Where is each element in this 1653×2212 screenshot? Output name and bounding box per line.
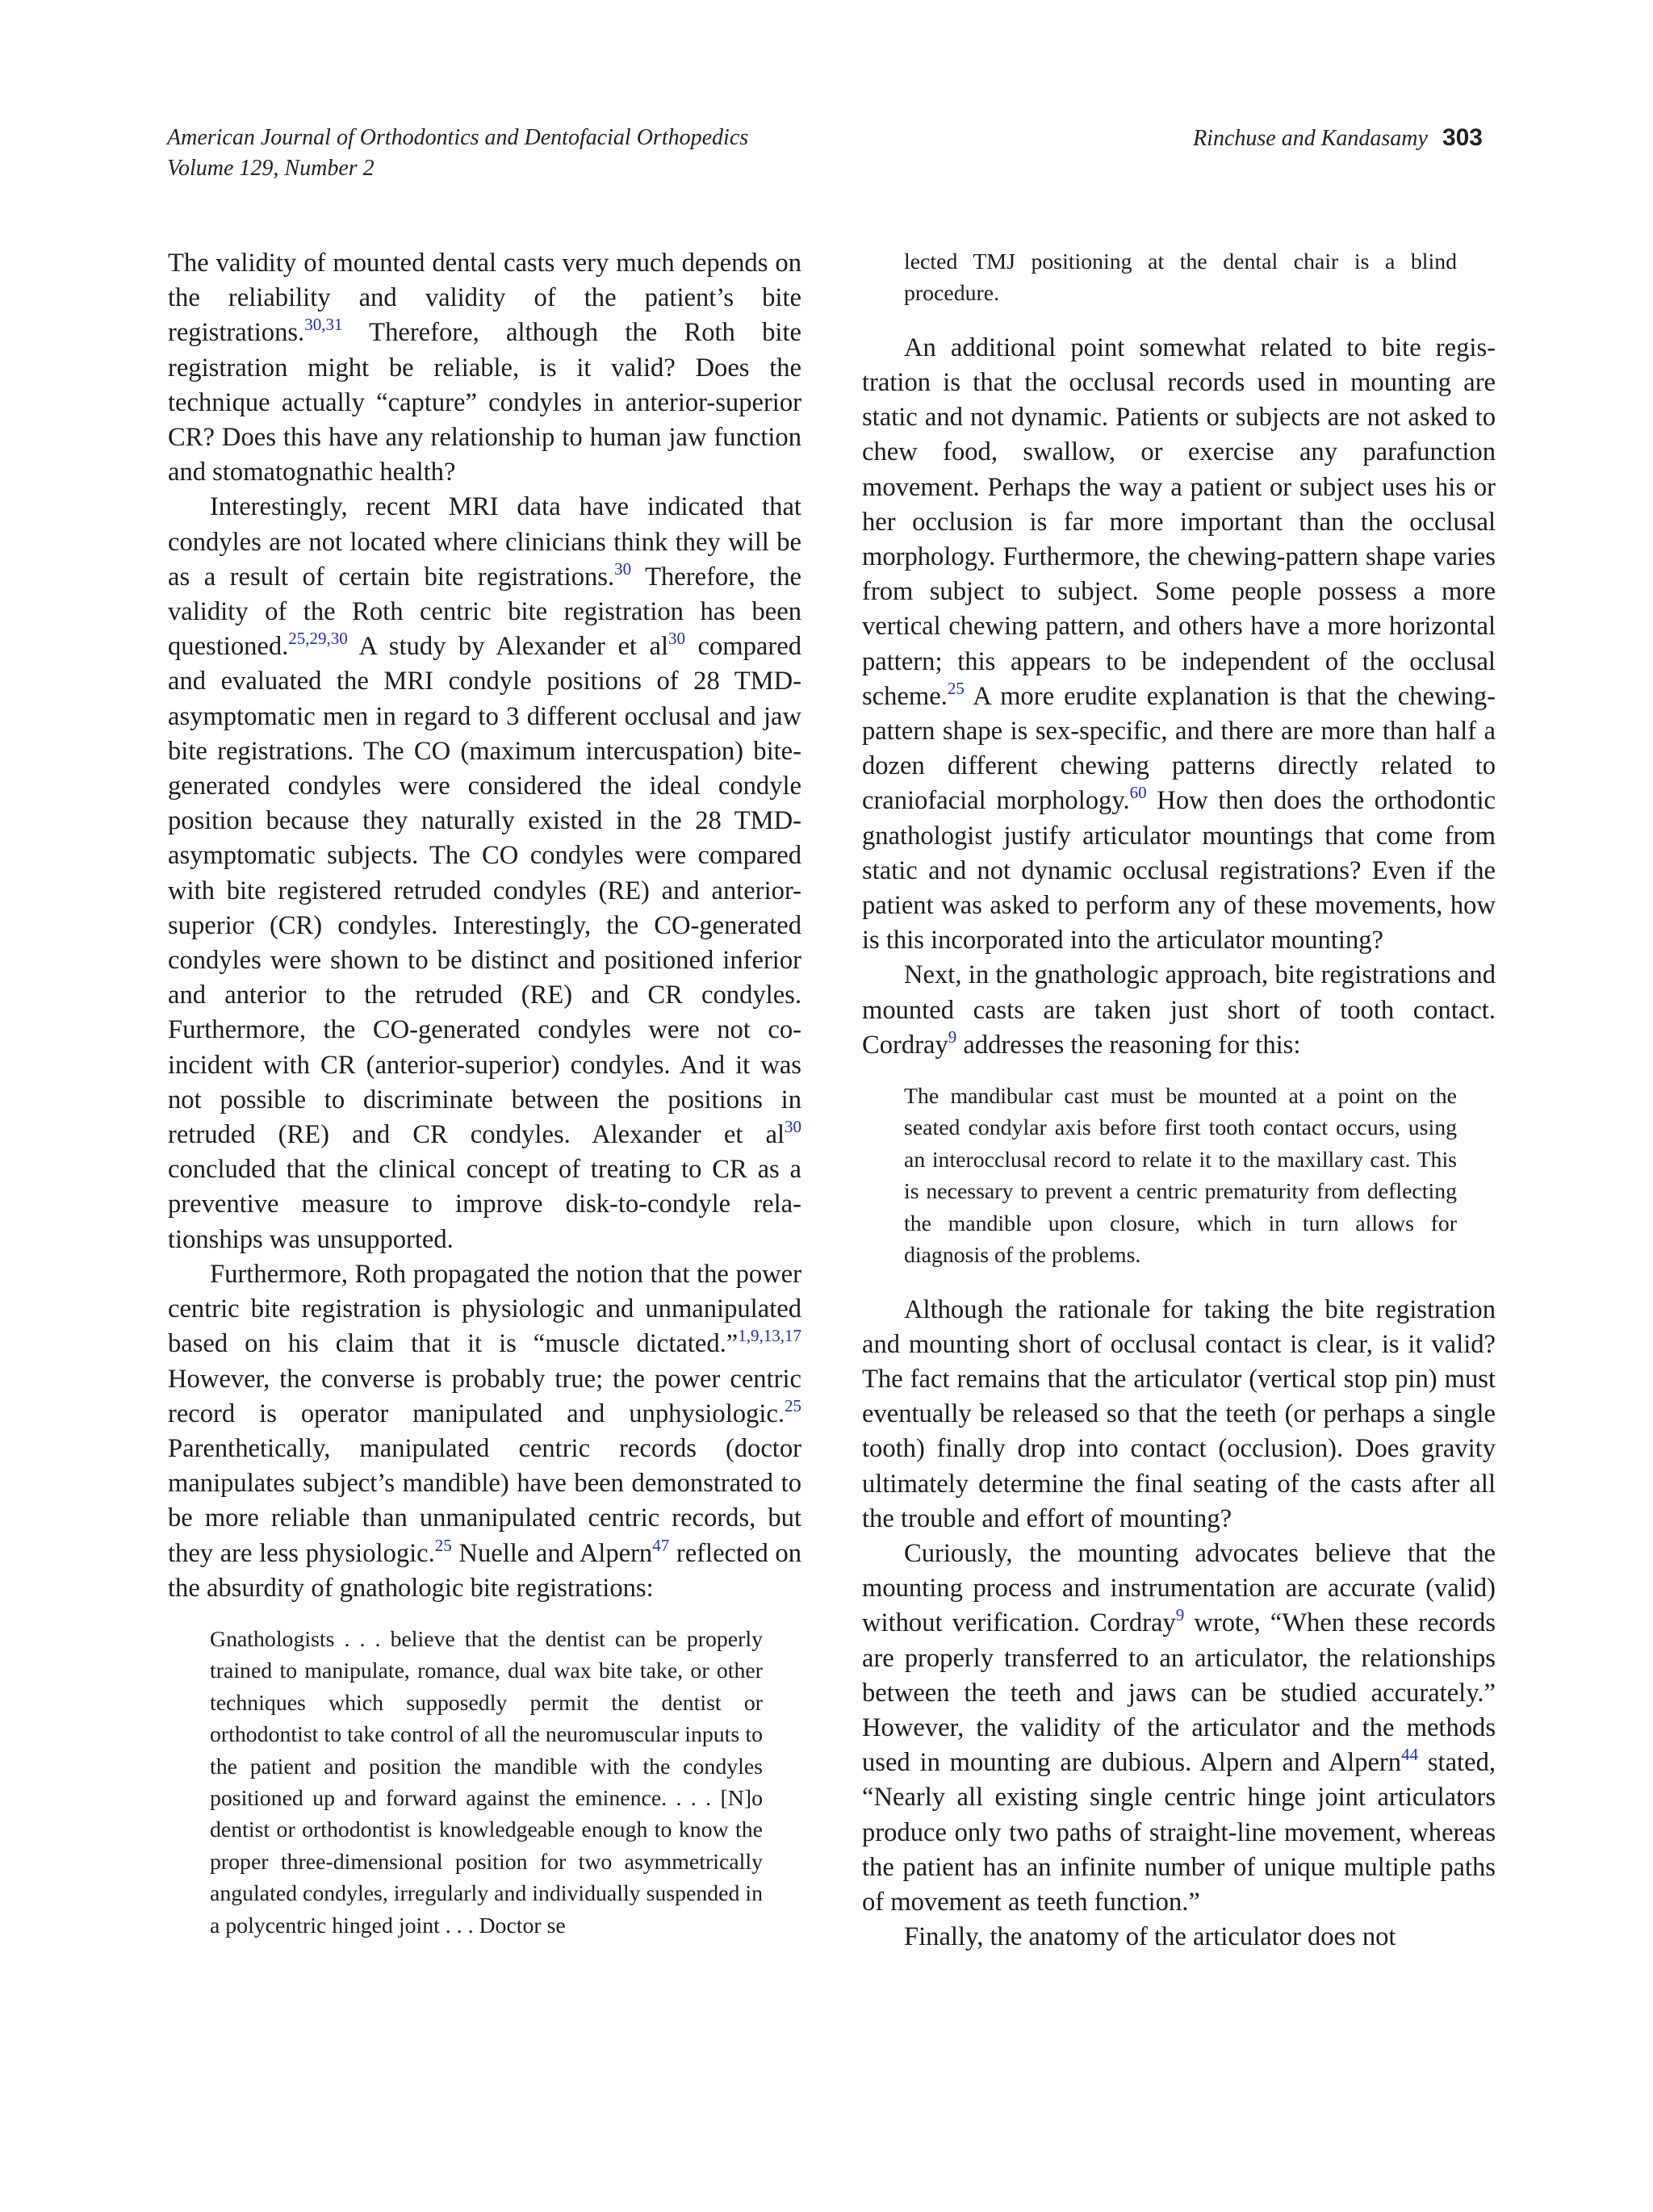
text-run: However, the converse is probably true; the power centric record is operator manipulated and unphysiologic.	[168, 1364, 801, 1428]
paragraph	[168, 1257, 801, 1606]
left-column	[168, 246, 801, 1942]
citation-link[interactable]: 44	[1401, 1745, 1419, 1765]
paragraph	[862, 1920, 1496, 1955]
text-run: reflected on the absurdity of gnathologic bite registrations:	[168, 1538, 801, 1603]
text-run: stated, “Nearly all existing single centric hinge joint articulators produce only two paths of straight-line movement, whereas the patient has an infinite number of unique multiple paths of movement as teeth function.”	[862, 1748, 1496, 1917]
page-number: 303	[1442, 124, 1483, 151]
text-run: Therefore, although the Roth bite registration might be reliable, is it valid? Does the technique actually “capture” condyles in anterior-superior CR? Does this have any relationship to human jaw function and stomatognathic health?	[168, 318, 801, 487]
journal-volume: Volume 129, Number 2	[167, 156, 375, 181]
block-quote: The mandibular cast must be mounted at a point on the seated condylar axis before first tooth contact occurs, using an interocclusal record to relate it to the maxillary cast. This is necessary to prevent a centric prematurity from deflecting the mandible upon closure, which in turn allows for diagnosis of the problems.	[904, 1084, 1457, 1269]
citation-link[interactable]: 9	[1175, 1605, 1185, 1625]
paragraph	[862, 1537, 1496, 1920]
text-run: A study by Alexander et al	[347, 632, 669, 662]
citation-link[interactable]: 30,31	[304, 315, 343, 335]
block-quote-continuation: lected TMJ positioning at the dental chair is a blind procedure.	[904, 249, 1457, 307]
text-run: Interestingly, recent MRI data have indicated that condyles are not located where clinicians think they will be as a result of certain bite registrations.	[168, 492, 801, 592]
citation-link[interactable]: 60	[1129, 783, 1147, 803]
citation-link[interactable]: 25	[434, 1535, 452, 1555]
paragraph	[862, 331, 1496, 959]
running-header-right	[1193, 123, 1483, 154]
text-run: Furthermore, Roth propagated the notion that the power centric bite registration is physiologic and unmanipulated based on his claim that it is “muscle dictated.”	[168, 1259, 801, 1359]
text-run: Parenthetically, manipulated centric records (doctor manipulates subject’s mandible) have been demonstrated to be more reliable than unmanipulated centric records, but they are less physiologic.	[168, 1433, 801, 1568]
text-run: Therefore, the validity of the Roth centric bite registration has been questioned.	[168, 562, 801, 662]
running-header-left	[167, 123, 748, 184]
citation-link[interactable]: 47	[652, 1535, 670, 1555]
citation-link[interactable]: 1,9,13,17	[738, 1326, 801, 1346]
citation-link[interactable]: 30	[614, 558, 632, 579]
paragraph	[168, 490, 801, 1257]
text-run: Curiously, the mounting advocates believe that the mounting process and instrumentation are accurate (valid) without verification. Cordray	[862, 1538, 1496, 1638]
text-run: compared and evaluated the MRI condyle positions of 28 TMD-asymptomatic men in regard to 3 different occlusal and jaw bite registrations. The CO (maximum intercuspation) bite-generated condyles were considered the ideal condyle position because they naturally existed in the 28 TMD-asymptomatic subjects. The CO condyles were compared with bite registered retruded condyles (RE) and anterior-superior (CR) condyles. Interestingly, the CO-generated condyles were shown to be distinct and positioned inferior and anterior to the retruded (RE) and CR condyles. Furthermore, the CO-generated condyles were not coincident with CR (anterior-superior) condyles. And it was not possible to discriminate between the positions in retruded (RE) and CR condyles. Alexander et al	[168, 632, 801, 1150]
citation-link[interactable]: 9	[948, 1027, 957, 1047]
paragraph	[862, 958, 1496, 1063]
text-run: Finally, the anatomy of the articulator does not	[904, 1922, 1396, 1952]
paragraph	[862, 1293, 1496, 1537]
text-run: The validity of mounted dental casts very much depends on the reliability and validity of the patient’s bite registrations.	[168, 249, 801, 348]
text-run: A more erudite explanation is that the chewing-pattern shape is sex-specific, and there are more than half a dozen different chewing patterns directly related to craniofacial morphology.	[862, 681, 1496, 816]
text-run: addresses the reasoning for this:	[956, 1030, 1301, 1060]
text-run: Nuelle and Alpern	[451, 1538, 653, 1568]
citation-link[interactable]: 25	[947, 678, 965, 698]
citation-link[interactable]: 30	[668, 629, 686, 649]
text-run: How then does the orthodontic gnathologist justify articulator mountings that come from static and not dynamic occlusal registrations? Even if the patient was asked to perform any of these movements, how is this incorporated into the articulator mounting?	[862, 786, 1496, 955]
header-authors: Rinchuse and Kandasamy	[1193, 126, 1428, 151]
text-run: concluded that the clinical concept of treating to CR as a preventive measure to improve disk-to-condyle relationships was unsupported.	[168, 1155, 801, 1254]
text-run: An additional point somewhat related to bite registration is that the occlusal records used in mounting are static and not dynamic. Patients or subjects are not asked to chew food, swallow, or exercise any parafunction movement. Perhaps the way a patient or subject uses his or her occlusion is far more important than the occlusal morphology. Furthermore, the chewing-pattern shape varies from subject to subject. Some people possess a more vertical chewing pattern, and others have a more horizontal pattern; this appears to be independent of the occlusal scheme.	[862, 332, 1496, 711]
text-run: Next, in the gnathologic approach, bite registrations and mounted casts are taken just short of tooth contact. Cordray	[862, 960, 1496, 1060]
text-run: Although the rationale for taking the bite registration and mounting short of occlusal contact is clear, is it valid? The fact remains that the articulator (vertical stop pin) must eventually be released so that the teeth (or perhaps a single tooth) finally drop into contact (occlusion). Does gravity ultimately determine the final seating of the casts after all the trouble and effort of mounting?	[862, 1294, 1496, 1533]
paragraph	[168, 246, 801, 490]
block-quote: Gnathologists . . . believe that the dentist can be properly trained to manipulate, romance, dual wax bite take, or other techniques which supposedly permit the dentist or orthodontist to take control of all the neuromuscular inputs to the patient and position the mandible with the condyles positioned up and forward against the eminence. . . . [N]o dentist or orthodontist is knowledgeable enough to know the proper three-dimensional position for two asymmetrically angulated condyles, irregularly and individually suspended in a polycentric hinged joint . . . Doctor se	[210, 1626, 763, 1938]
citation-link[interactable]: 25,29,30	[288, 629, 348, 649]
text-run: wrote, “When these records are properly transferred to an articulator, the relationships between the teeth and jaws can be studied accurately.” However, the validity of the articulator and the methods used in mounting are dubious. Alpern and Alpern	[862, 1608, 1496, 1778]
citation-link[interactable]: 30	[785, 1117, 801, 1137]
right-column	[862, 246, 1496, 1955]
citation-link[interactable]: 25	[785, 1395, 801, 1415]
journal-title: American Journal of Orthodontics and Dentofacial Orthopedics	[167, 125, 749, 150]
